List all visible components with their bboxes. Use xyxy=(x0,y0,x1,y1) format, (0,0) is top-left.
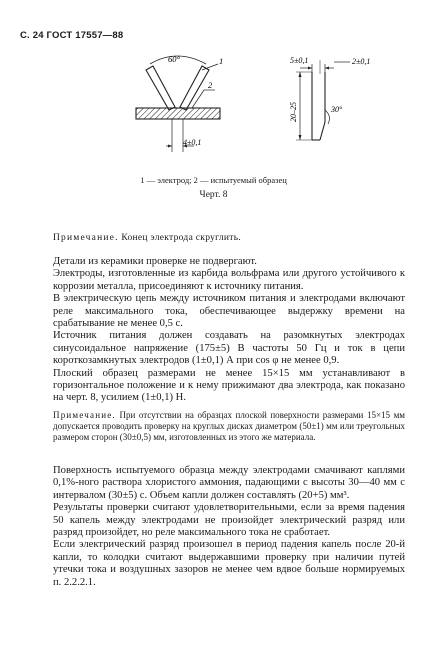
dim-top-left: 5±0,1 xyxy=(290,56,309,65)
dim-bottom: 4±0,1 xyxy=(183,138,202,147)
body-section-1 xyxy=(53,256,405,405)
note-text: При отсутствии на образцах плоской поверхности размерами 15×15 мм допускается проводить проверку на круглых дисках диаметром (50±1) мм или треугольных размером сторон (30±0,5) мм, изготовленных из этого же материала. xyxy=(53,410,405,442)
paragraph: В электрическую цепь между источником питания и электродами включают реле максимального тока, обеспечивающее выдержку времени на срабатывание не менее 0,5 с. xyxy=(53,293,405,330)
body-section-2 xyxy=(53,465,405,589)
left-electrode xyxy=(146,66,175,110)
paragraph: Поверхность испытуемого образца между электродами смачивают каплями 0,1%-ного раствора хлористого аммония, падающими с высоты 30—40 мм с интервалом (30±5) с. Объем капли должен составлять (20+5) мм³. xyxy=(53,465,405,501)
figure-number: Черт. 8 xyxy=(199,190,228,200)
paragraph: Детали из керамики проверке не подвергают. xyxy=(53,256,257,267)
dim-top-right: 2±0,1 xyxy=(352,57,371,66)
note-label: Примечание. xyxy=(53,410,116,420)
note-label: Примечание. xyxy=(53,233,119,243)
angle-label-60: 60° xyxy=(168,54,180,64)
paragraph: Результаты проверки считают удовлетворительными, если за время падения 50 капель между электродами не произойдет электрический разряд или разряд произойдет, но реле максимального тока не сработает. xyxy=(53,502,405,539)
paragraph: Плоский образец размерами не менее 15×15 мм устанавливают в горизонтальное положение и к нему прижимают два электрода, как показано на черт. 8, усилием (1±0,1) Н. xyxy=(53,367,405,404)
dim-height: 20–25 xyxy=(289,102,298,122)
angle-label-30: 30° xyxy=(331,105,343,114)
specimen xyxy=(136,108,220,119)
paragraph: Если электрический разряд произошел в период падения капель после 20-й капли, то колодки считают выдержавшими проверку при наличии путей утечки тока и воздушных зазоров не менее чем вдвое больше нормируемых п. 2.2.2.1. xyxy=(53,539,405,588)
note-electrode xyxy=(53,233,241,243)
electrode-diagram xyxy=(120,52,380,177)
figure-caption: 1 — электрод; 2 — испытуемый образец xyxy=(140,175,287,185)
label-1: 1 xyxy=(219,56,224,66)
right-electrode xyxy=(180,66,209,110)
label-2: 2 xyxy=(208,80,213,90)
note-circular-disks xyxy=(53,410,405,443)
note-text: Конец электрода скруглить. xyxy=(118,233,242,243)
paragraph: Источник питания должен создавать на разомкнутых электродах синусоидальное напряжение (175±5) В частоты 50 Гц и ток в цепи короткозамкнутых электродов (1±0,1) А при cos φ не менее 0,9. xyxy=(53,330,405,367)
paragraph: Электроды, изготовленные из карбида вольфрама или другого устойчивого к коррозии металла, присоединяют к источнику питания. xyxy=(53,268,405,292)
page-header: С. 24 ГОСТ 17557—88 xyxy=(20,30,124,41)
